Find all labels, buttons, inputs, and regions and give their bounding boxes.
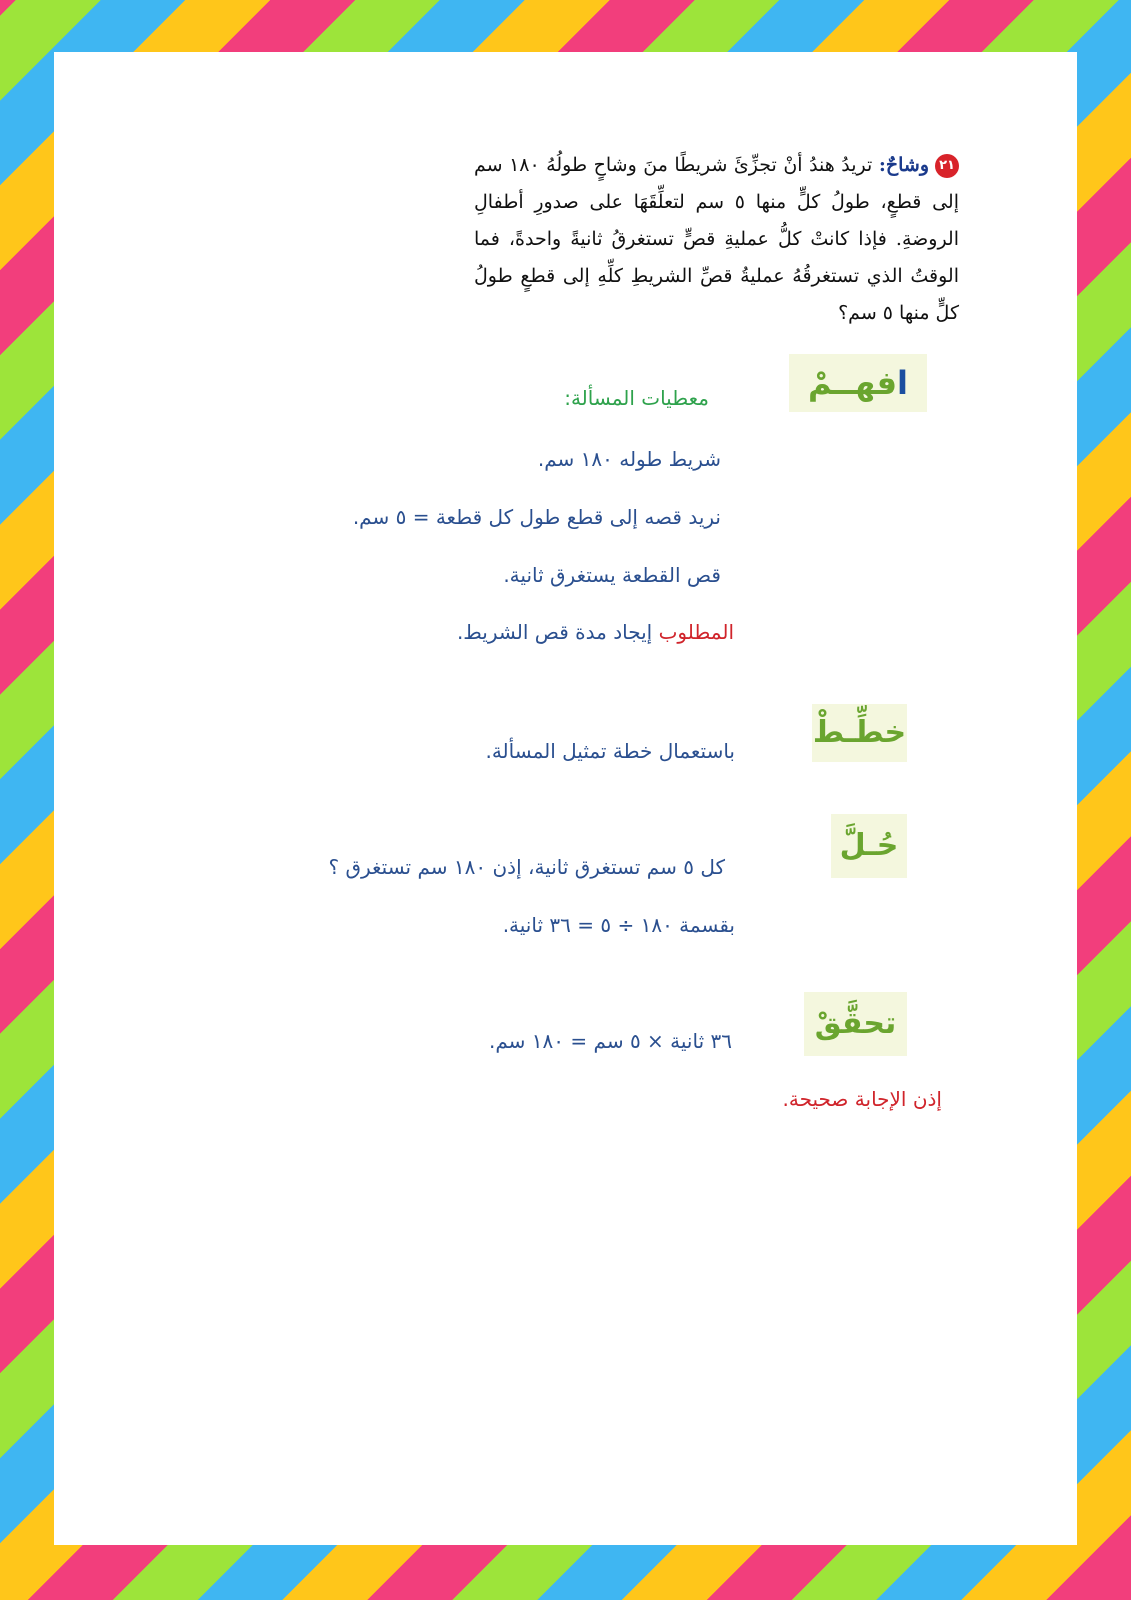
required-text: إيجاد مدة قص الشريط. [456,620,659,644]
solve-line-1: كل ٥ سم تستغرق ثانية، إذن ١٨٠ سم تستغرق ؟ [328,855,725,879]
plan-text: باستعمال خطة تمثيل المسألة. [485,739,735,763]
plan-tag: خطِّـطْ [812,704,907,762]
solve-line-2: بقسمة ١٨٠ ÷ ٥ = ٣٦ ثانية. [502,913,735,937]
problem-title: وشاحٌ: [878,154,929,176]
understand-tag: افهــمْ [789,354,927,412]
check-text: ٣٦ ثانية × ٥ سم = ١٨٠ سم. [489,1029,732,1053]
solve-tag: حُـلَّ [831,814,907,878]
givens-heading: معطيات المسألة: [564,386,709,410]
given-line-1: شريط طوله ١٨٠ سم. [537,447,721,471]
required-line [457,620,734,644]
worksheet-page [54,52,1077,1545]
check-conclusion: إذن الإجابة صحيحة. [782,1087,942,1111]
problem-statement [474,147,959,332]
required-label: المطلوب [658,620,734,644]
given-line-2: نريد قصه إلى قطع طول كل قطعة = ٥ سم. [352,505,721,529]
problem-text: تريدُ هندُ أنْ تجزِّئَ شريطًا منَ وشاحٍ طولُهُ ١٨٠ سم إلى قطعٍ، طولُ كلٍّ منها ٥ سم لتعلِّقَهَا على صدورِ أطفالِ الروضةِ. فإذا كانتْ كلُّ عمليةِ قصٍّ تستغرقُ ثانيةً واحدةً، فما الوقتُ الذي تستغرقُهُ عمليةُ قصِّ الشريطِ كلِّهِ إلى قطعٍ طولُ كلٍّ منها ٥ سم؟ [474,154,959,324]
check-tag: تحقَّقْ [804,992,907,1056]
given-line-3: قص القطعة يستغرق ثانية. [503,563,721,587]
problem-number-badge: ٢١ [935,154,959,178]
